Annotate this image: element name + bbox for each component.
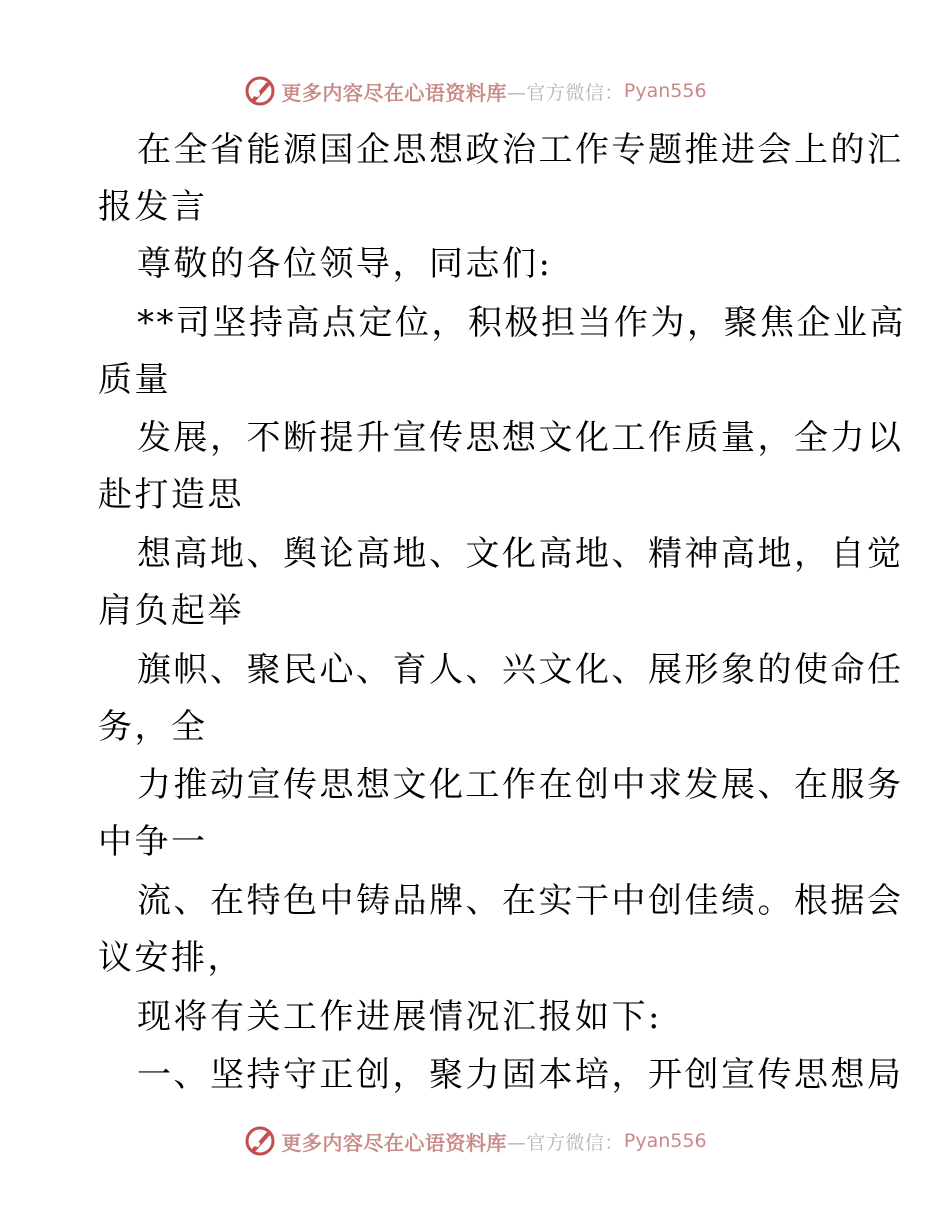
watermark-wechat: Pyan556 bbox=[623, 1130, 707, 1152]
watermark-brand: 更多内容尽在心语资料库 bbox=[281, 1130, 507, 1155]
text-line: 务，全 bbox=[98, 707, 208, 747]
text-line: 流、在特色中铸品牌、在实干中创佳绩。根据会 bbox=[137, 881, 904, 921]
text-line: 发展，不断提升宣传思想文化工作质量，全力以 bbox=[137, 418, 904, 458]
text-line: 议安排， bbox=[98, 938, 244, 978]
pen-logo-icon bbox=[243, 74, 277, 108]
text-line: 报发言 bbox=[98, 187, 208, 227]
watermark-separator: —官方微信： bbox=[506, 81, 624, 104]
text-line: 中争一 bbox=[98, 822, 208, 862]
text-line: 肩负起举 bbox=[98, 591, 244, 631]
footer-watermark bbox=[0, 1121, 950, 1161]
watermark-brand: 更多内容尽在心语资料库 bbox=[281, 80, 507, 105]
watermark-separator: —官方微信： bbox=[506, 1131, 624, 1154]
text-line: 一、坚持守正创，聚力固本培，开创宣传思想局 bbox=[137, 1055, 904, 1095]
text-line: **司坚持高点定位，积极担当作为，聚焦企业高 bbox=[137, 303, 906, 343]
text-line: 尊敬的各位领导，同志们: bbox=[137, 244, 553, 284]
text-line: 旗帜、聚民心、育人、兴文化、展形象的使命任 bbox=[137, 650, 904, 690]
pen-logo-icon bbox=[243, 1124, 277, 1158]
text-line: 质量 bbox=[98, 360, 171, 400]
text-line: 现将有关工作进展情况汇报如下: bbox=[137, 997, 662, 1037]
text-line: 力推动宣传思想文化工作在创中求发展、在服务 bbox=[137, 765, 904, 805]
text-line: 想高地、舆论高地、文化高地、精神高地，自觉 bbox=[137, 534, 904, 574]
text-line: 赴打造思 bbox=[98, 475, 244, 515]
watermark-wechat: Pyan556 bbox=[623, 80, 707, 102]
text-line: 在全省能源国企思想政治工作专题推进会上的汇 bbox=[137, 130, 904, 170]
header-watermark bbox=[0, 71, 950, 111]
